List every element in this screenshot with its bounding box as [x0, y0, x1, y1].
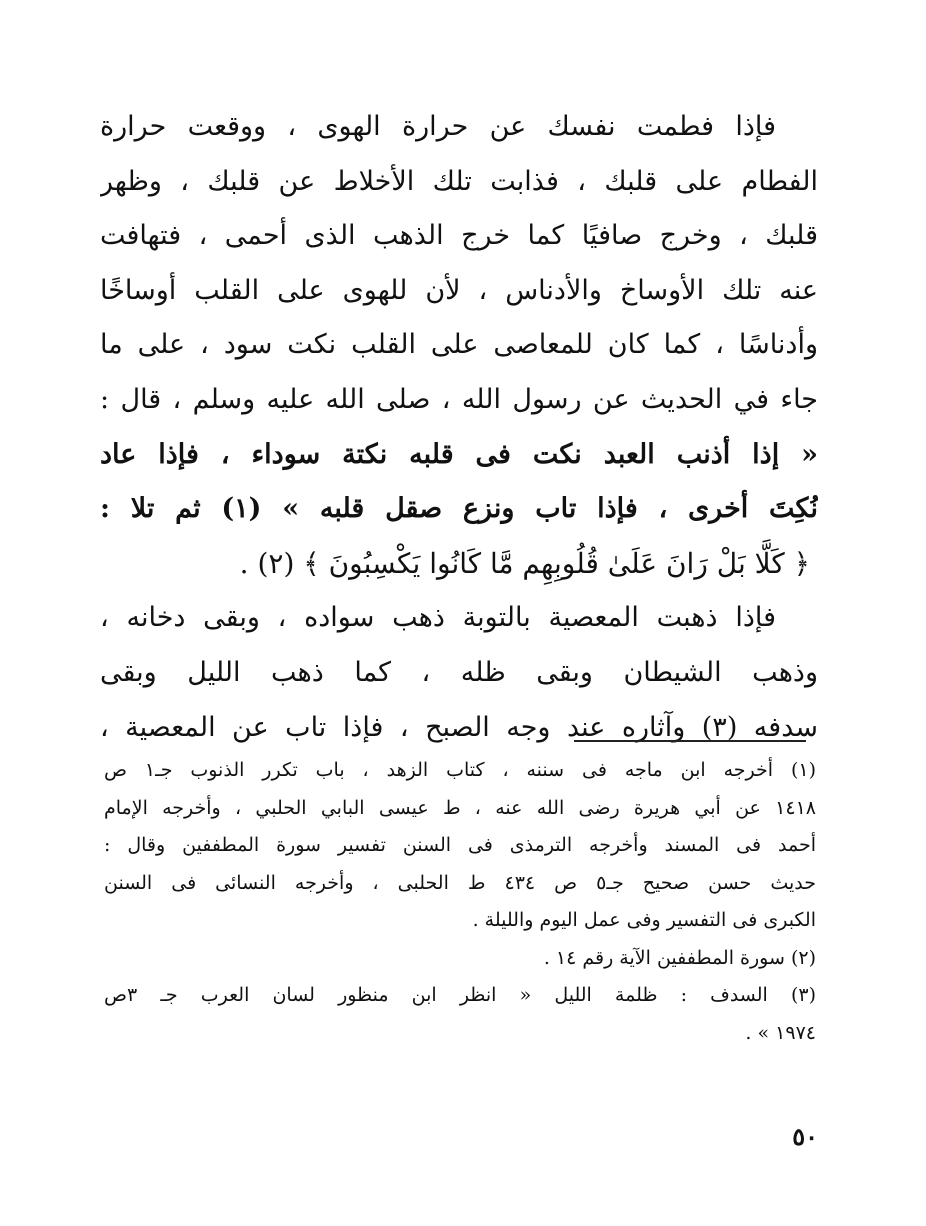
footnote-line: (١) أخرجه ابن ماجه فى سننه ، كتاب الزهد ، باب تكرر الذنوب جـ١ ص	[104, 759, 816, 781]
footnote-line: ١٤١٨ عن أبي هريرة رضى الله عنه ، ط عيسى البابي الحلبي ، وأخرجه الإمام	[104, 796, 816, 819]
page-number: ٥٠	[792, 1122, 818, 1151]
body-line: وأدناسًا ، كما كان للمعاصى على القلب نكت سود ، على ما	[100, 329, 818, 361]
body-line: فإذا فطمت نفسك عن حرارة الهوى ، ووقعت حرارة	[100, 111, 776, 142]
footnotes-block	[104, 752, 816, 1052]
footnote-divider	[574, 740, 806, 742]
footnote-line: أحمد فى المسند وأخرجه الترمذى فى السنن تفسير سورة المطففين وقال :	[104, 834, 816, 856]
hadith-line: نُكِتَ أخرى ، فإذا تاب ونزع صقل قلبه » (١) ثم تلا :	[100, 493, 818, 525]
hadith-line: « إذا أذنب العبد نكت فى قلبه نكتة سوداء ، فإذا عاد	[100, 438, 818, 470]
footnote-line: ١٩٧٤ » .	[745, 1021, 816, 1044]
quran-verse: ﴿ كَلَّا بَلْ رَانَ عَلَىٰ قُلُوبِهِم مَّا كَانُوا يَكْسِبُونَ ﴾ (٢) .	[239, 546, 810, 580]
footnote-line: حديث حسن صحيح جـ٥ ص ٤٣٤ ط الحلبى ، وأخرجه النسائى فى السنن	[104, 871, 816, 894]
body-line: الفطام على قلبك ، فذابت تلك الأخلاط عن قلبك ، وظهر	[100, 165, 818, 197]
body-line: جاء في الحديث عن رسول الله ، صلى الله عليه وسلم ، قال :	[100, 383, 818, 415]
body-line: وذهب الشيطان وبقى ظله ، كما ذهب الليل وبقى	[100, 656, 818, 688]
footnote-line: (٢) سورة المطففين الآية رقم ١٤ .	[543, 946, 816, 969]
body-line: قلبك ، وخرج صافيًا كما خرج الذهب الذى أحمى ، فتهافت	[100, 220, 818, 252]
body-line: سدفه (٣) وآثاره عند وجه الصبح ، فإذا تاب عن المعصية ،	[100, 711, 818, 743]
body-line: فإذا ذهبت المعصية بالتوبة ذهب سواده ، وبقى دخانه ،	[100, 602, 776, 634]
body-line: عنه تلك الأوساخ والأدناس ، لأن للهوى على القلب أوساخًا	[100, 274, 818, 306]
main-text-block	[100, 100, 818, 755]
footnote-line: الكبرى فى التفسير وفى عمل اليوم والليلة .	[472, 909, 816, 931]
footnote-line: (٣) السدف : ظلمة الليل « انظر ابن منظور لسان العرب جـ ٣ص	[104, 984, 816, 1006]
